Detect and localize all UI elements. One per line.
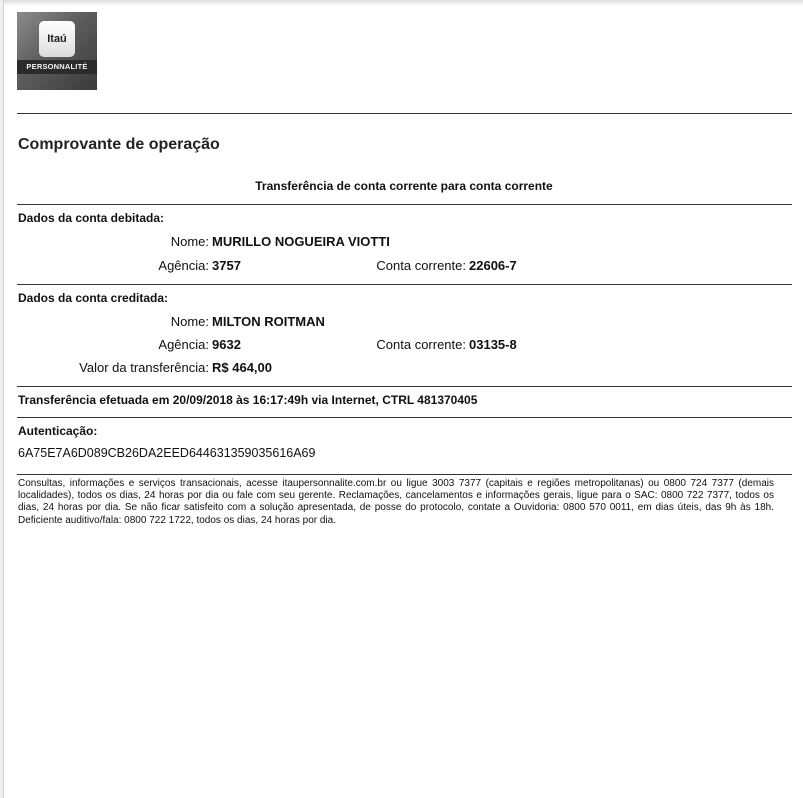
auth-heading: Autenticação: — [18, 424, 98, 438]
debit-account-value: 22606-7 — [469, 258, 517, 273]
transfer-amount-label: Valor da transferência: — [79, 360, 209, 375]
credit-agency-value: 9632 — [212, 337, 241, 352]
receipt-page — [3, 0, 803, 798]
operation-subtitle: Transferência de conta corrente para conta corrente — [255, 179, 553, 193]
credit-section-heading: Dados da conta creditada: — [18, 291, 169, 305]
debit-name-value: MURILLO NOGUEIRA VIOTTI — [212, 234, 390, 249]
debit-agency-label: Agência: — [158, 258, 209, 273]
divider — [17, 204, 792, 205]
credit-agency-label: Agência: — [158, 337, 209, 352]
credit-name-value: MILTON ROITMAN — [212, 314, 325, 329]
personnalite-label: PERSONNALITÉ — [17, 60, 97, 74]
divider — [17, 417, 792, 418]
debit-section-heading: Dados da conta debitada: — [18, 211, 165, 225]
transfer-confirmation: Transferência efetuada em 20/09/2018 às 16:17:49h via Internet, CTRL 481370405 — [18, 393, 478, 407]
header-divider — [17, 113, 792, 114]
divider — [17, 284, 792, 285]
footer-contact-info: Consultas, informações e serviços transacionais, acesse itaupersonnalite.com.br ou ligue 3003 7377 (capitais e regiões metropolitanas) ou 0800 724 7377 (demais localidades), todos os dias, 24 horas por dia ou fale com seu gerente. Reclamações, cancelamentos e informações gerais, ligue para o SAC: 0800 722 7377, todos os dias, 24 horas por dia. Se não ficar satisfeito com a solução apresentada, de posse do protocolo, contate a Ouvidoria: 0800 570 0011, em dias úteis, das 9h às 18h. Deficiente auditivo/fala: 0800 722 1722, todos os dias, 24 horas por dia. — [18, 478, 774, 526]
divider — [17, 474, 792, 475]
top-shade — [4, 0, 803, 6]
itau-logo-mark: Itaú — [39, 21, 75, 57]
page-title: Comprovante de operação — [18, 136, 220, 153]
transfer-amount-value: R$ 464,00 — [212, 360, 272, 375]
credit-account-value: 03135-8 — [469, 337, 517, 352]
itau-personnalite-logo — [17, 12, 97, 90]
auth-code: 6A75E7A6D089CB26DA2EED644631359035616A69 — [18, 446, 316, 460]
credit-name-label: Nome: — [170, 314, 209, 329]
debit-account-label: Conta corrente: — [376, 258, 466, 273]
credit-account-label: Conta corrente: — [376, 337, 466, 352]
debit-agency-value: 3757 — [212, 258, 241, 273]
divider — [17, 386, 792, 387]
debit-name-label: Nome: — [170, 234, 209, 249]
